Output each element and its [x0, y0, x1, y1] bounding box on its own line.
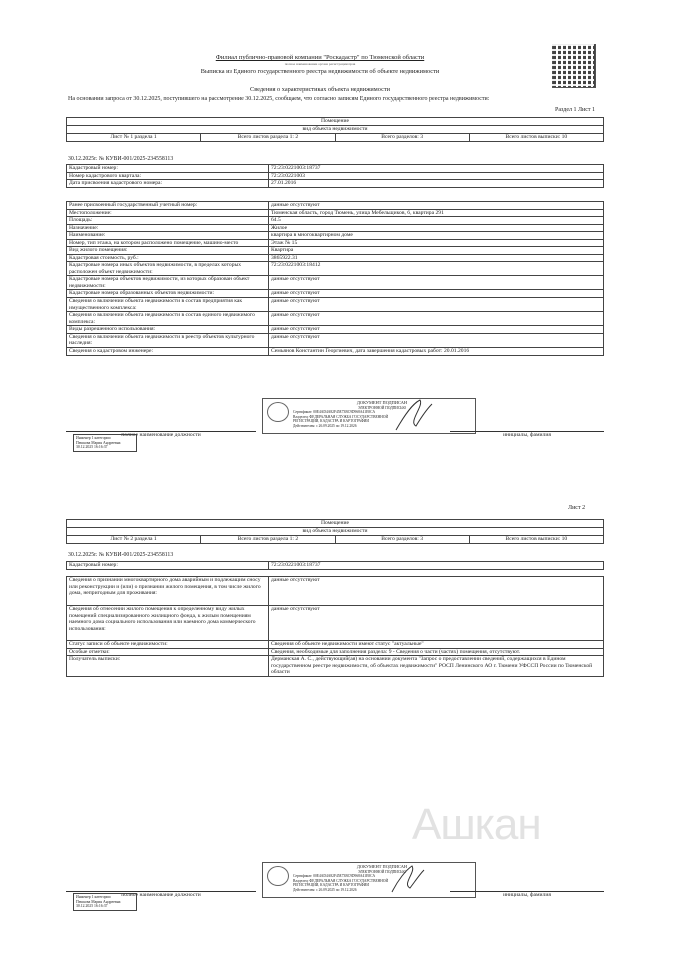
table-row: [67, 165, 604, 173]
stamp-line: Владелец: ФЕДЕРАЛЬНАЯ СЛУЖБА ГОСУДАРСТВЕННОЙ: [293, 414, 389, 419]
object-type-caption: вид объекта недвижимости: [67, 126, 604, 134]
sheet2-main-table: [66, 576, 604, 677]
table-row: [67, 326, 604, 334]
row-value: 72:23:0221003:18737: [269, 562, 604, 570]
object-type: Помещение: [67, 118, 604, 126]
position-caption: полное наименование должности: [66, 891, 256, 898]
row-key: Кадастровый номер:: [67, 165, 269, 173]
document-title: Выписка из Единого государственного реестра недвижимости об объекте недвижимости: [200, 68, 440, 75]
row-key: Назначение:: [67, 224, 269, 232]
row-value: Квартира: [269, 247, 604, 255]
row-key: Дата присвоения кадастрового номера:: [67, 180, 269, 188]
watermark: Ашкан: [412, 800, 541, 849]
table-row: [67, 239, 604, 247]
row-key: Особые отметки:: [67, 648, 269, 656]
table-row: [67, 648, 604, 656]
table-row: [67, 312, 604, 326]
table-row: [67, 606, 604, 641]
stamp-line: РЕГИСТРАЦИИ, КАДАСТРА И КАРТОГРАФИИ: [293, 419, 369, 424]
row-key: Сведения о включении объекта недвижимости в реестр объектов культурного наследия:: [67, 333, 269, 347]
sheet1-main-table: [66, 201, 604, 356]
sheet1-title-table: [66, 117, 604, 142]
position-caption: полное наименование должности: [66, 431, 256, 438]
row-value: Сведения об объекте недвижимости имеют статус "актуальные": [269, 641, 604, 649]
table-row: [67, 217, 604, 225]
row-key: Статус записи об объекте недвижимости:: [67, 641, 269, 649]
table-row: [67, 333, 604, 347]
qr-code-overlay: [552, 44, 594, 86]
table-row: [67, 232, 604, 240]
row-key: Сведения об отнесении жилого помещения к определенному виду жилых помещений специализированного жилищного фонда, к жилым помещениям наемного дома социального использования или наемного дома коммерческого использования:: [67, 606, 269, 641]
signer-date: 30.12.2025 16:16:37: [76, 445, 108, 449]
list-number: Лист № 1 раздела 1: [67, 134, 201, 142]
row-key: Кадастровые номера объектов недвижимости, из которых образован объект недвижимости:: [67, 276, 269, 290]
row-value: данные отсутствуют: [269, 577, 604, 606]
signer-box: [73, 434, 137, 452]
table-row: [67, 276, 604, 290]
section-title: Сведения о характеристиках объекта недвижимости: [250, 86, 390, 93]
total-sheets: Всего листов выписки: 10: [469, 134, 603, 142]
row-value: 72:23:0221003:18737: [269, 165, 604, 173]
object-type: Помещение: [67, 520, 604, 528]
table-row: [67, 224, 604, 232]
table-row: [67, 262, 604, 276]
row-value: данные отсутствуют: [269, 290, 604, 298]
table-row: [67, 254, 604, 262]
row-value: данные отсутствуют: [269, 606, 604, 641]
row-value: Жилое: [269, 224, 604, 232]
stamp-line: ЭЛЕКТРОННОЙ ПОДПИСЬЮ: [357, 869, 407, 874]
table-row: [67, 641, 604, 649]
row-key: Вид жилого помещения:: [67, 247, 269, 255]
stamp-line: Владелец: ФЕДЕРАЛЬНАЯ СЛУЖБА ГОСУДАРСТВЕННОЙ: [293, 878, 389, 883]
list-number: Лист № 2 раздела 1: [67, 536, 201, 544]
row-key: Площадь:: [67, 217, 269, 225]
table-row: [67, 202, 604, 210]
emblem-icon: [267, 402, 289, 422]
signer-position: Инженер 1 категории: [76, 895, 111, 899]
row-value: 64.5: [269, 217, 604, 225]
signer-name: Пешкова Мария Андреевна: [76, 899, 121, 904]
extract-number: 30.12.2025г. № КУВИ-001/2025-234558113: [68, 156, 174, 162]
org-subtitle: полное наименование органа регистрации прав: [284, 62, 356, 66]
stamp-line: ДОКУМЕНТ ПОДПИСАН: [356, 864, 408, 869]
stamp-line: Сертификат: 00E4AD4A82F45E73BC9D968A41E8CA: [293, 874, 376, 879]
stamp-line: Сертификат: 00E4AD4A82F45E73BC9D968A41E8CA: [293, 410, 376, 415]
signer-name: Пешкова Мария Андреевна: [76, 440, 121, 445]
row-value: 3865922.31: [269, 254, 604, 262]
stamp-line: ДОКУМЕНТ ПОДПИСАН: [356, 400, 408, 405]
row-key: Кадастровая стоимость, руб.:: [67, 254, 269, 262]
emblem-icon: [267, 866, 289, 886]
row-key: Ранее присвоенный государственный учетный номер:: [67, 202, 269, 210]
object-type-caption: вид объекта недвижимости: [67, 528, 604, 536]
row-value: данные отсутствуют: [269, 297, 604, 311]
row-value: 72:23:0221003: [269, 172, 604, 180]
row-key: Сведения о кадастровом инженере:: [67, 348, 269, 356]
handwritten-signature: [388, 862, 428, 898]
row-value: данные отсутствуют: [269, 312, 604, 326]
stamp-line: ЭЛЕКТРОННОЙ ПОДПИСЬЮ: [357, 405, 407, 410]
extract-number: 30.12.2025г. № КУВИ-001/2025-234558113: [68, 552, 174, 558]
signer-box: [73, 893, 137, 911]
table-row: [67, 180, 604, 188]
table-row: [67, 247, 604, 255]
table-row: [67, 348, 604, 356]
row-key: Сведения о включении объекта недвижимости в состав предприятия как имущественного комплекса:: [67, 297, 269, 311]
table-row: [67, 172, 604, 180]
row-key: Номер кадастрового квартала:: [67, 172, 269, 180]
row-key: Виды разрешенного использования:: [67, 326, 269, 334]
row-value: Дерманская А. С., действующий(ая) на основании документа "Запрос о предоставлении сведений, содержащихся в Едином государственном реестре недвижимости, об объектах недвижимости" РОСП Ленинского АО г. Тюмени УФССП России по Тюменской области: [269, 656, 604, 677]
section-sheet-number: Раздел 1 Лист 1: [555, 107, 596, 113]
section-sheets: Всего листов раздела 1: 2: [201, 536, 335, 544]
table-row: [67, 656, 604, 677]
row-value: данные отсутствуют: [269, 326, 604, 334]
table-row: [67, 577, 604, 606]
sheet2-title-table: [66, 519, 604, 544]
row-value: Семьянов Константин Георгиевич, дата завершения кадастровых работ: 20.01.2016: [269, 348, 604, 356]
row-value: 72:23:0221003:18412: [269, 262, 604, 276]
handwritten-signature: [390, 396, 436, 436]
table-row: [67, 209, 604, 217]
section-sheets: Всего листов раздела 1: 2: [201, 134, 335, 142]
e-signature-stamp: [262, 398, 476, 434]
row-key: Кадастровые номера иных объектов недвижимости, в пределах которых расположен объект недвижимости:: [67, 262, 269, 276]
row-key: Получатель выписки:: [67, 656, 269, 677]
row-value: данные отсутствуют: [269, 276, 604, 290]
org-name: Филиал публично-правовой компании "Роскадастр" по Тюменской области: [215, 54, 425, 61]
total-sheets: Всего листов выписки: 10: [469, 536, 603, 544]
row-key: Местоположение:: [67, 209, 269, 217]
stamp-line: РЕГИСТРАЦИИ, КАДАСТРА И КАРТОГРАФИИ: [293, 883, 369, 888]
stamp-line: Действителен: с 26.09.2025 по 19.12.2026: [293, 887, 357, 892]
signer-date: 30.12.2025 16:16:37: [76, 904, 108, 908]
table-row: [67, 290, 604, 298]
row-value: Сведения, необходимые для заполнения раздела: 9 - Сведения о части (частях) помещения, отсутствуют.: [269, 648, 604, 656]
table-row: [67, 297, 604, 311]
total-sections: Всего разделов: 3: [335, 536, 469, 544]
table-row: [67, 562, 604, 570]
signer-position: Инженер 1 категории: [76, 436, 111, 440]
sheet2-id-table: [66, 561, 604, 570]
name-caption: инициалы, фамилия: [450, 891, 604, 898]
row-value: 27.01.2016: [269, 180, 604, 188]
e-signature-stamp: [262, 862, 476, 898]
row-key: Сведения о включении объекта недвижимости в состав единого недвижимого комплекса:: [67, 312, 269, 326]
row-value: Тюменская область, город Тюмень, улица Мебельщиков, 6, квартира 291: [269, 209, 604, 217]
row-key: Кадастровый номер:: [67, 562, 269, 570]
row-key: Наименование:: [67, 232, 269, 240]
total-sections: Всего разделов: 3: [335, 134, 469, 142]
row-value: Этаж № 15: [269, 239, 604, 247]
stamp-line: Действителен: с 26.09.2025 по 19.12.2026: [293, 423, 357, 428]
row-key: Номер, тип этажа, на котором расположено помещение, машино-место: [67, 239, 269, 247]
row-key: Сведения о признании многоквартирного дома аварийным и подлежащим сносу или реконструкции и (или) о признании жилого помещения, в том числе жилого дома, непригодным для проживания:: [67, 577, 269, 606]
sheet1-id-table: [66, 164, 604, 188]
row-value: данные отсутствуют: [269, 202, 604, 210]
sheet-label: Лист 2: [568, 505, 586, 511]
row-key: Кадастровые номера образованных объектов недвижимости:: [67, 290, 269, 298]
name-caption: инициалы, фамилия: [450, 431, 604, 438]
row-value: данные отсутствуют: [269, 333, 604, 347]
request-text: На основании запроса от 30.12.2025, поступившего на рассмотрение 30.12.2025, сообщаем, что согласно записям Единого государственного реестра недвижимости:: [68, 96, 490, 102]
row-value: квартира в многоквартирном доме: [269, 232, 604, 240]
